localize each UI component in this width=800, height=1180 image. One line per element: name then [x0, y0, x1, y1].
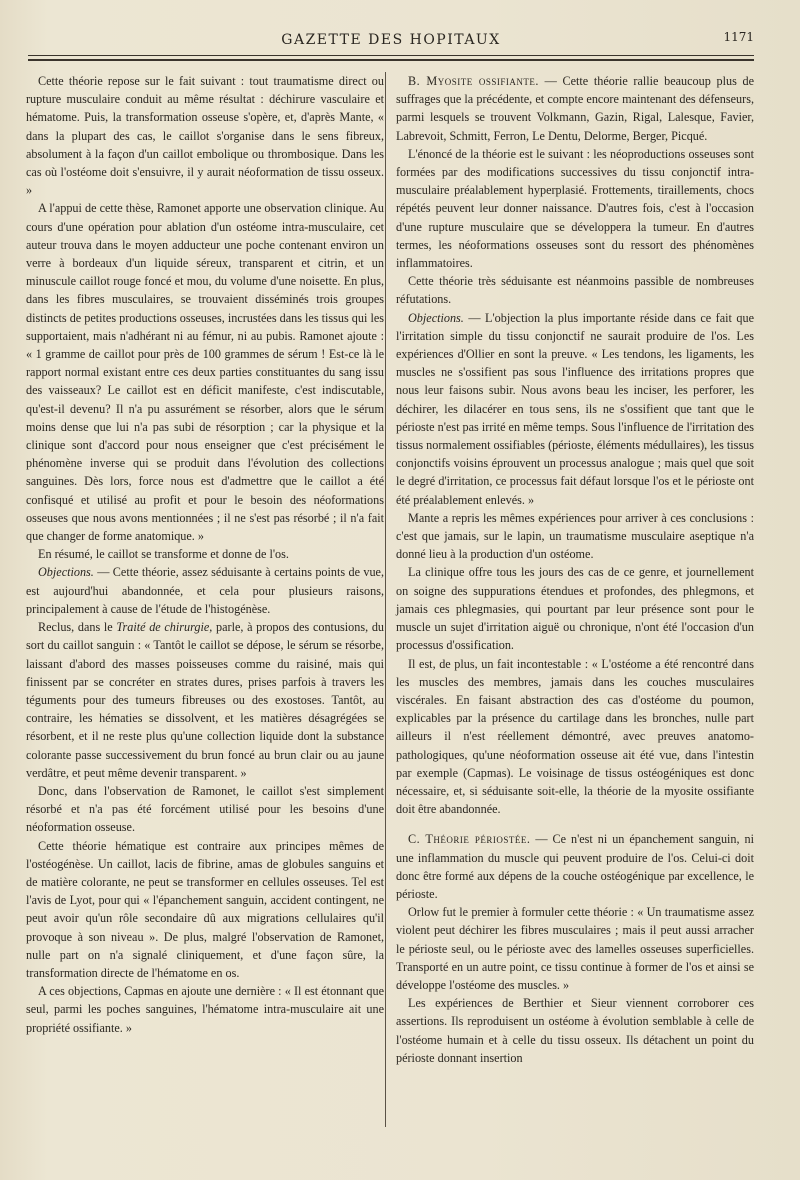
section-heading-b: B. Myosite ossifiante. [408, 74, 539, 88]
book-title: Traité de chirurgie, [116, 620, 213, 635]
header-rule-thin [28, 55, 754, 56]
paragraph: Donc, dans l'observation de Ramonet, le caillot s'est simplement résorbé et n'a pas été forcément utilisé pour les besoins d'une néoformation osseuse. [26, 783, 384, 835]
page-number: 1171 [723, 30, 754, 44]
paragraph: Objections. — L'objection la plus importante réside dans ce fait que l'irritation simple du tissu conjonctif ne saurait produire de l'os. Les expériences d'Ollier en sont la preuve. « Les tendons, les ligaments, les muscles ne s'ossifient pas sous l'influence des irritations propres que nous leur faisons subir. Nous avons beau les inciser, les perforer, les déchirer, les dilacérer en tous sens, ils ne s'ossifient que tant que le périoste n'est pas irrité en même temps. Sous l'influence de l'irritation des tissus normalement ossifiables (périoste, éléments médullaires), les tissus conjonctifs voisins éprouvent un processus analogue ; mais quel que soit le degré d'irritation, ce processus fait défaut lorsque l'os et le périoste ont été préalablement enlevés. » [396, 310, 755, 507]
paragraph: L'énoncé de la théorie est le suivant : les néoproductions osseuses sont formées par des modifications successives du tissu conjonctif intra-musculaire préalablement hyperplasié. Frottements, tiraillements, chocs répétés peuvent leur donner naissance. D'autres fois, c'est à l'occasion d'une rupture musculaire que se développera la tumeur. En d'autres termes, les néoformations osseuses sont du ressort des phénomènes inflammatoires. [396, 146, 754, 271]
paragraph: C. Théorie périostée. — Ce n'est ni un épanchement sanguin, ni une inflammation du muscle qui peuvent produire de l'os. Celui-ci doit donc être formé aux dépens de la couche ostéogénique par excellence, le périoste. [396, 832, 755, 901]
column-separator [385, 72, 386, 1127]
paragraph: Cette théorie très séduisante est néanmoins passible de nombreuses réfutations. [396, 274, 754, 307]
objections-label: Objections. [38, 565, 94, 580]
left-column [26, 72, 384, 1037]
paragraph: Il est, de plus, un fait incontestable : « L'ostéome a été rencontré dans les muscles des membres, jamais dans les couches musculaires viscérales. En faisant abstraction des cas d'ostéome du poumon, explicables par la présence du cartilage dans les bronches, nulle part ailleurs il n'est réellement démontré, avec preuves anatomo-pathologiques, qu'une néoformation osseuse ait été vue, dans l'intestin par exemple (Capmas). Le voisinage de tissus ostéogéniques est donc nécessaire, et, si séduisante soit-elle, la théorie de la myosite ossifiante doit être abandonnée. [396, 656, 754, 817]
paragraph: Orlow fut le premier à formuler cette théorie : « Un traumatisme assez violent peut déchirer les fibres musculaires ; mais il peut aussi arracher le périoste seul, ou le périoste avec des lamelles osseuses superficielles. Transporté en un autre point, ce tissu continue à former de l'os et ainsi se développe l'ostéome des muscles. » [396, 905, 754, 992]
paragraph: Objections. — Cette théorie, assez séduisante à certains points de vue, est aujourd'hui abandonnée, et cela pour plusieurs raisons, principalement à cause de l'étude de l'histogénèse. [26, 565, 385, 616]
paragraph: Cette théorie repose sur le fait suivant : tout traumatisme direct ou rupture musculaire conduit au même résultat : déchirure vasculaire et hématome. Puis, la transformation osseuse s'opère, et, d'après Mante, « dans la plupart des cas, le caillot s'organise dans le sens fibreux, absolument à la façon d'un caillot embolique ou thrombosique. Dans les cas où l'ostéome doit s'ensuivre, il y aurait néoformation de tissu osseux. » [26, 74, 384, 198]
page-header [28, 30, 754, 50]
header-rule-thick [28, 59, 754, 61]
section-gap [396, 818, 754, 830]
paragraph: Mante a repris les mêmes expériences pour arriver à ces conclusions : c'est que jamais, sur le lapin, un traumatisme musculaire aseptique n'a donné lieu à la production d'un ostéome. [396, 510, 754, 562]
journal-title: GAZETTE DES HOPITAUX [281, 32, 501, 48]
paragraph: Reclus, dans le Traité de chirurgie, parle, à propos des contusions, du sort du caillot sanguin : « Tantôt le caillot se dépose, le sérum se résorbe, laissant d'abord des masses poisseuses comme du raisiné, mais qui finissent par se concréter en strates dures, prises parfois à travers les téguments pour des tumeurs fibreuses ou des exostoses. Tantôt, au contraire, les hématies se dissolvent, et les matières désagrégées se résorbent, et il ne reste plus qu'une collection liquide dont la substance colorante passe successivement du brun foncé au brun clair ou au jaune verdâtre, et peut même devenir transparent. » [26, 620, 385, 780]
paragraph: B. Myosite ossifiante. — Cette théorie rallie beaucoup plus de suffrages que la précédente, et compte encore maintenant des défenseurs, parmi lesquels se trouvent Volkmann, Gazin, Rigal, Lalesque, Favier, Labrevoit, Schmitt, Ferron, Le Dentu, Delorme, Berger, Picqué. [396, 74, 755, 143]
paragraph: En résumé, le caillot se transforme et donne de l'os. [38, 547, 289, 562]
paragraph: La clinique offre tous les jours des cas de ce genre, et journellement on soigne des suppurations étendues et profondes, des phlegmons, et jamais ces phlegmasies, qui pourtant par leur présence sont pour le muscle un sujet d'irritation aiguë ou chronique, n'ont été l'occasion d'un processus d'ossification. [396, 565, 754, 653]
section-heading-c: C. Théorie périostée. [408, 832, 531, 847]
right-column [396, 72, 754, 1067]
paragraph: A l'appui de cette thèse, Ramonet apporte une observation clinique. Au cours d'une opération pour ablation d'un ostéome intra-musculaire, cet auteur trouva dans le moyen adducteur une poche contenant environ un verre à bordeaux d'un liquide séreux, transparent et citrin, et un minuscule caillot rouge foncé et mou, du volume d'une noisette. En plus, dans les fibres musculaires, se trouvaient disséminés trois groupes distincts de petites productions osseuses, incrustées dans les tissus qui les supportaient, mais n'adhérant ni au fémur, ni au pubis. Ramonet ajoute : « 1 gramme de caillot pour près de 100 grammes de sérum ! Est-ce là le rapport normal existant entre ces deux parties constituantes du sang issu des vaisseaux? Le caillot est en déficit manifeste, c'est indiscutable, qu'est-il devenu? Il n'a pu assurément se résorber, alors que le sérum moins dense que lui n'a pas subi de résorption ; car la physique et la clinique sont d'accord pour nous enseigner que c'est précisément le phénomène inverse qui se produit dans l'évolution des collections sanguines. Dès lors, force nous est d'admettre que le caillot a été confisqué et utilisé au profit et pour le besoin des néoformations osseuses que nous avons mentionnées ; il ne s'est pas résorbé ; il n'a fait que changer de forme anatomique. » [26, 201, 384, 544]
paragraph: Cette théorie hématique est contraire aux principes mêmes de l'ostéogénèse. Un caillot, lacis de fibrine, amas de globules sanguins et de matière colorante, ne peut se transformer en cellules osseuses. Tel est l'avis de Lyot, pour qui « l'épanchement sanguin, accident contingent, ne peut avoir qu'un rôle secondaire dû aux migrations cellulaires qu'il provoque à son niveau ». De plus, malgré l'observation de Ramonet, nulle part on n'a signalé cliniquement, et d'une façon sûre, la transformation directe de l'hématome en os. [26, 838, 384, 980]
paragraph: A ces objections, Capmas en ajoute une dernière : « Il est étonnant que seul, parmi les poches sanguines, l'hématome intra-musculaire ait une propriété ossifiante. » [26, 984, 384, 1035]
objections-label: Objections. [408, 310, 464, 325]
paragraph: Les expériences de Berthier et Sieur viennent corroborer ces assertions. Ils reproduisent un ostéome à évolution semblable à celle de l'ostéome humain et à celle du tissu osseux. Ils détachent un point du périoste donnant insertion [396, 996, 754, 1065]
